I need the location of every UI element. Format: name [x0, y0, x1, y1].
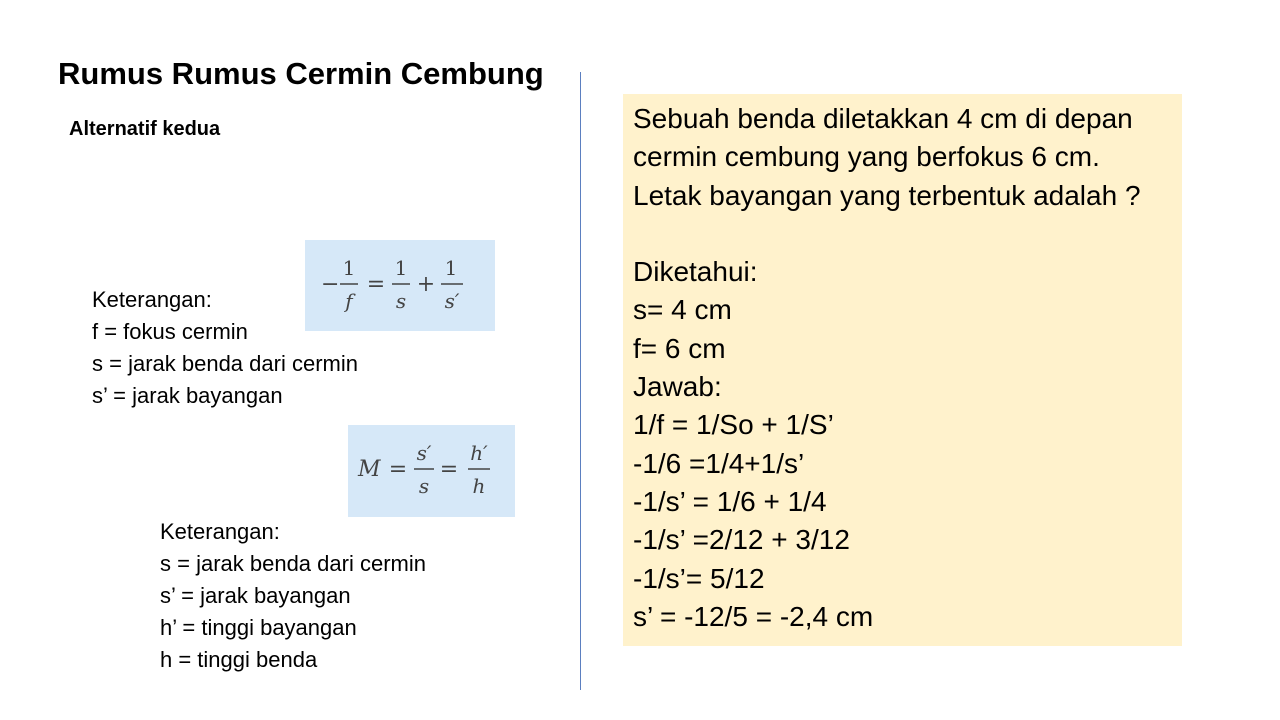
problem-line: Letak bayangan yang terbentuk adalah ? [633, 179, 1141, 211]
slide-title: Rumus Rumus Cermin Cembung [58, 56, 544, 91]
given-line: f= 6 cm [633, 332, 726, 364]
solution-result: s’ = -12/5 = -2,4 cm [633, 600, 874, 632]
magnification-symbol: M [358, 457, 381, 482]
equals-sign: = [366, 272, 386, 297]
fraction-f-numerator: 1 [342, 256, 356, 280]
equals-sign-2: = [439, 457, 459, 482]
slide-subtitle: Alternatif kedua [69, 118, 221, 140]
minus-sign: − [321, 272, 340, 297]
legend-heading: Keterangan: [160, 519, 280, 544]
legend-mirror-equation [92, 284, 358, 412]
blank-line [633, 215, 1182, 253]
fraction-a-numerator: s′ [416, 441, 432, 465]
legend-heading: Keterangan: [92, 287, 212, 312]
solution-step: 1/f = 1/So + 1/S’ [633, 409, 834, 441]
fraction-b-denominator: h [472, 474, 486, 498]
fraction-sprime-numerator: 1 [444, 256, 458, 280]
fraction-s-numerator: 1 [394, 256, 408, 280]
equals-sign: = [388, 457, 408, 482]
given-heading: Diketahui: [633, 256, 758, 288]
fraction-f-denominator: f [345, 289, 353, 313]
fraction-a-denominator: s [418, 474, 430, 498]
solution-step: -1/s’ =2/12 + 3/12 [633, 524, 850, 556]
legend-line: s = jarak benda dari cermin [92, 351, 358, 376]
vertical-divider [580, 72, 581, 690]
problem-solution-box [623, 94, 1182, 646]
legend-line: h’ = tinggi bayangan [160, 615, 357, 640]
legend-line: s’ = jarak bayangan [160, 583, 351, 608]
answer-heading: Jawab: [633, 371, 722, 403]
legend-line: s’ = jarak bayangan [92, 383, 283, 408]
problem-line: cermin cembung yang berfokus 6 cm. [633, 141, 1100, 173]
legend-line: s = jarak benda dari cermin [160, 551, 426, 576]
solution-step: -1/s’= 5/12 [633, 562, 765, 594]
problem-line: Sebuah benda diletakkan 4 cm di depan [633, 103, 1133, 134]
fraction-sprime-denominator: s′ [444, 289, 460, 313]
plus-sign: + [416, 272, 436, 297]
legend-magnification [160, 516, 426, 676]
given-line: s= 4 cm [633, 294, 732, 326]
solution-step: -1/s’ = 1/6 + 1/4 [633, 485, 827, 517]
legend-line: h = tinggi benda [160, 647, 318, 672]
fraction-s-denominator: s [395, 289, 407, 313]
fraction-b-numerator: h′ [470, 441, 488, 465]
solution-step: -1/6 =1/4+1/s’ [633, 447, 805, 479]
legend-line: f = fokus cermin [92, 319, 248, 344]
magnification-formula [348, 425, 515, 517]
